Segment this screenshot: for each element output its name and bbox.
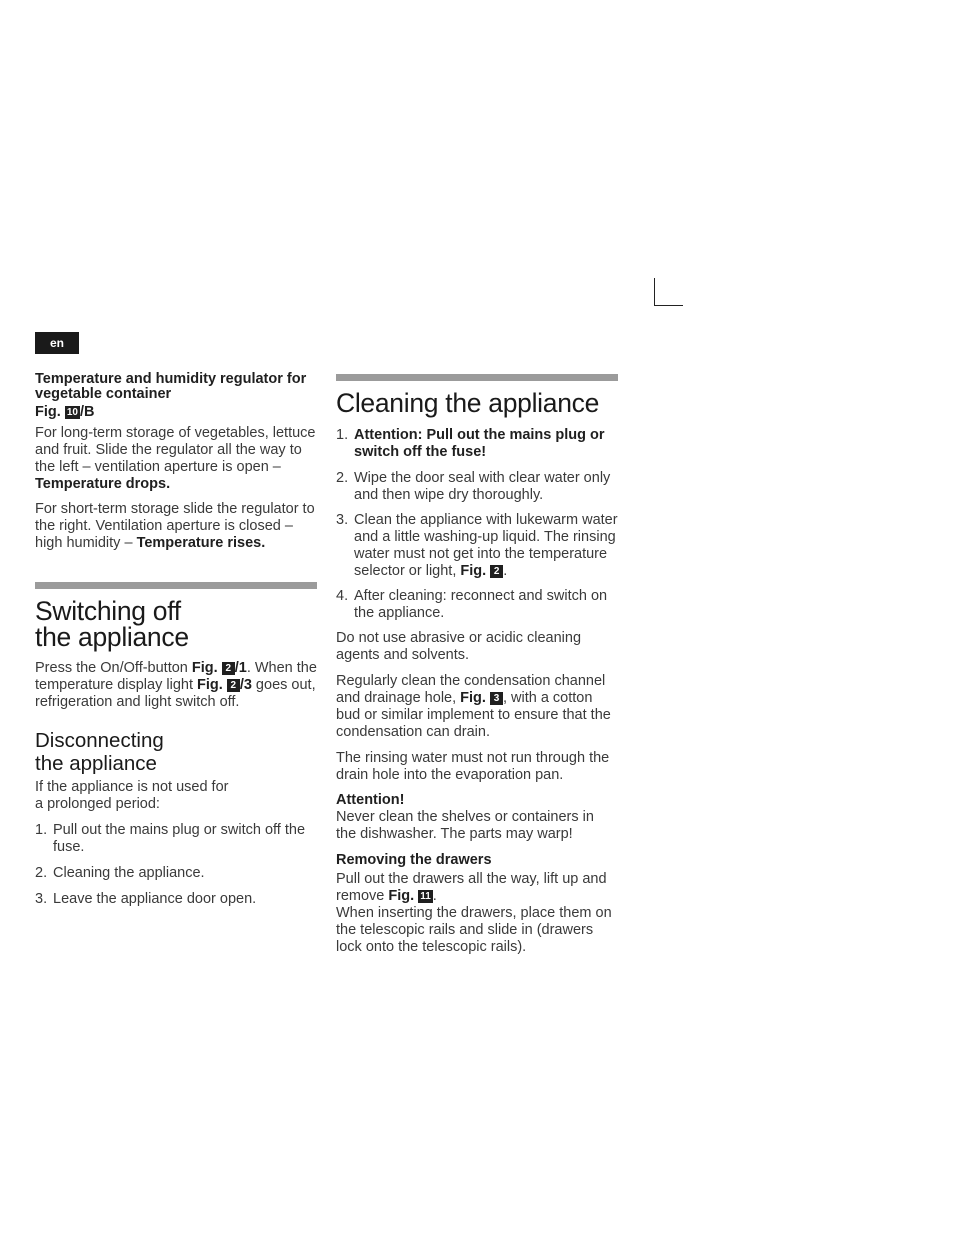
crop-mark-vertical — [654, 278, 655, 305]
switching-off-title: Switching off the appliance — [35, 596, 189, 652]
section-divider-bar — [336, 374, 618, 381]
figure-number-badge: 3 — [490, 692, 503, 705]
drawers-paragraph: Pull out the drawers all the way, lift up and remove Fig. 11 . When inserting the drawers, place them on the telescopic rails and slide in (drawers lock onto the telescopic rails). — [336, 871, 612, 955]
figure-number-badge: 2 — [227, 679, 240, 692]
list-item: 3. Clean the appliance with lukewarm water and a little washing-up liquid. The rinsing water must not get into the temperature selector or light, Fig. 2 . — [336, 512, 618, 579]
abrasive-note: Do not use abrasive or acidic cleaning agents and solvents. — [336, 630, 582, 663]
language-badge: en — [35, 332, 79, 354]
figure-number-badge: 2 — [490, 565, 503, 578]
list-item: 2. Cleaning the appliance. — [35, 865, 205, 881]
regulator-fig-ref: Fig. 10 /B — [35, 404, 95, 420]
condensation-paragraph: Regularly clean the condensation channel and drainage hole, Fig. 3 , with a cotton bud or similar implement to ensure that the condensation can drain. — [336, 673, 611, 740]
section-divider-bar — [35, 582, 317, 589]
long-term-paragraph: For long-term storage of vegetables, lettuce and fruit. Slide the regulator all the way to the left – ventilation aperture is open – Temperature drops. — [35, 425, 316, 492]
figure-number-badge: 11 — [420, 891, 431, 902]
rinsing-note: The rinsing water must not run through the drain hole into the evaporation pan. — [336, 750, 610, 783]
list-item: 4. After cleaning: reconnect and switch on the appliance. — [336, 588, 608, 621]
list-item: 3. Leave the appliance door open. — [35, 891, 257, 907]
figure-number-badge: 2 — [222, 662, 235, 675]
attention-paragraph: Attention! Never clean the shelves or containers in the dishwasher. The parts may warp! — [336, 792, 594, 842]
switching-off-paragraph: Press the On/Off-button Fig. 2 /1. When the temperature display light Fig. 2 /3 goes out, refrigeration and light switch off. — [35, 660, 317, 710]
list-item: 1. Attention: Pull out the mains plug or switch off the fuse! — [336, 427, 605, 460]
crop-mark-horizontal — [654, 305, 683, 306]
drawers-heading: Removing the drawers — [336, 852, 492, 868]
left-column — [35, 372, 317, 908]
disconnecting-intro: If the appliance is not used for a prolonged period: — [35, 779, 229, 812]
disconnecting-title: Disconnecting the appliance — [35, 729, 164, 775]
list-item: 1. Pull out the mains plug or switch off the fuse. — [35, 822, 306, 855]
cleaning-title: Cleaning the appliance — [336, 388, 600, 418]
short-term-paragraph: For short-term storage slide the regulator to the right. Ventilation aperture is closed – high humidity – Temperature rises. — [35, 501, 315, 551]
list-item: 2. Wipe the door seal with clear water only and then wipe dry thoroughly. — [336, 470, 611, 503]
regulator-heading: Temperature and humidity regulator for vegetable container — [35, 371, 307, 402]
right-column — [336, 374, 618, 956]
figure-number-badge: 10 — [66, 407, 78, 418]
